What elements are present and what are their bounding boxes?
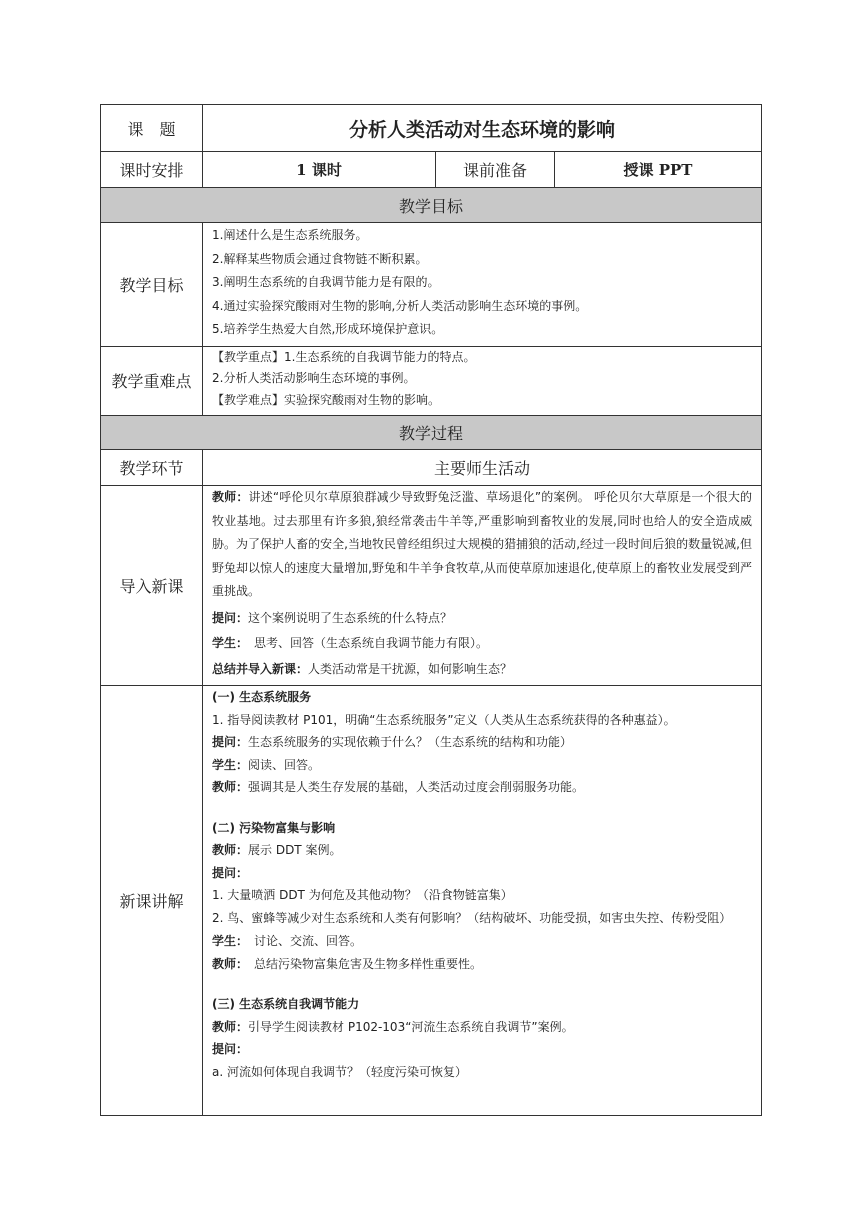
teacher-tag: 教师： — [212, 843, 249, 857]
part1-question — [212, 731, 752, 754]
key-point-line: 【教学重点】1.生态系统的自我调节能力的特点。 — [212, 349, 476, 364]
new-lesson-row — [101, 686, 762, 1116]
part2-question-1: 1. 大量喷洒 DDT 为何危及其他动物？（沿食物链富集） — [212, 888, 513, 902]
intro-label: 导入新课 — [101, 486, 203, 686]
goals-label: 教学目标 — [101, 223, 203, 347]
question-tag: 提问： — [212, 610, 249, 625]
part2-question-2: 2. 鸟、蜜蜂等减少对生态系统和人类有何影响？（结构破坏、功能受损，如害虫失控、传粉受阻） — [212, 910, 732, 925]
question-tag: 提问： — [212, 865, 249, 880]
student-tag: 学生： — [212, 934, 243, 948]
part2-student — [212, 930, 752, 953]
part1-student — [212, 754, 752, 777]
process-band-row — [101, 416, 762, 450]
key-points-label: 教学重难点 — [101, 346, 203, 416]
intro-teacher-text: 讲述“呼伦贝尔草原狼群减少导致野兔泛滥、草场退化”的案例。 呼伦贝尔大草原是一个很大的牧业基地。过去那里有许多狼,狼经常袭击牛羊等,严重影响到畜牧业的发展,同时也给人的安全造成威胁。为了保护人畜的安全,当地牧民曾经组织过大规模的猎捕狼的活动,经过一段时间后狼的数量锐减,但野兔却以惊人的速度大量增加,野兔和牛羊争食牧草,从而使草原加速退化,使草原上的畜牧业发展受到严重挑战。 — [212, 490, 753, 598]
teacher-tag: 教师： — [212, 780, 249, 794]
stage-column-header: 教学环节 — [101, 450, 203, 486]
topic-row — [101, 105, 762, 152]
process-band: 教学过程 — [101, 416, 762, 450]
time-value: 1 课时 — [203, 152, 436, 188]
new-lesson-content — [203, 686, 762, 1116]
student-tag: 学生： — [212, 636, 243, 650]
part1-student-text: 阅读、回答。 — [248, 757, 321, 772]
part1-heading: (一) 生态系统服务 — [212, 690, 312, 704]
part3-question — [212, 1038, 752, 1061]
key-point-line: 【教学难点】实验探究酸雨对生物的影响。 — [212, 392, 441, 407]
time-label: 课时安排 — [101, 152, 203, 188]
student-tag: 学生： — [212, 757, 249, 772]
goals-band: 教学目标 — [101, 188, 762, 223]
page-title: 分析人类活动对生态环境的影响 — [203, 105, 762, 152]
summary-tag: 总结并导入新课： — [212, 661, 309, 676]
intro-summary-text: 人类活动常是干扰源，如何影响生态？ — [308, 661, 513, 676]
topic-label: 课 题 — [101, 105, 203, 152]
lesson-plan-table — [100, 104, 762, 1116]
intro-row — [101, 486, 762, 686]
key-point-line: 2.分析人类活动影响生态环境的事例。 — [212, 371, 416, 385]
part2-heading: (二) 污染物富集与影响 — [212, 820, 336, 835]
part3-teacher — [212, 1016, 752, 1039]
intro-teacher-paragraph — [212, 486, 752, 604]
part3-heading: (三) 生态系统自我调节能力 — [212, 997, 360, 1011]
intro-question-text: 这个案例说明了生态系统的什么特点？ — [248, 610, 453, 625]
part1-teacher — [212, 776, 752, 799]
part1-teacher-text: 强调其是人类生存发展的基础，人类活动过度会削弱服务功能。 — [248, 780, 585, 794]
prep-label: 课前准备 — [436, 152, 555, 188]
section-heading — [212, 686, 752, 709]
part1-question-text: 生态系统服务的实现依赖于什么？（生态系统的结构和功能） — [248, 735, 573, 749]
intro-student-text: 思考、回答（生态系统自我调节能力有限）。 — [242, 636, 489, 650]
part3-teacher-text: 引导学生阅读教材 P102-103“河流生态系统自我调节”案例。 — [248, 1019, 574, 1034]
goal-item: 5.培养学生热爱大自然,形成环境保护意识。 — [212, 322, 444, 336]
teacher-tag: 教师： — [212, 1019, 249, 1034]
part2-teacher-text: 展示 DDT 案例。 — [248, 843, 342, 857]
goals-row — [101, 223, 762, 347]
teacher-tag: 教师： — [212, 490, 249, 504]
activity-column-header: 主要师生活动 — [203, 450, 762, 486]
section-heading — [212, 993, 752, 1016]
question-tag: 提问： — [212, 1042, 249, 1056]
process-header-row — [101, 450, 762, 486]
part2-teacher — [212, 839, 752, 862]
intro-summary — [212, 658, 752, 682]
question-tag: 提问： — [212, 735, 249, 749]
key-points-row — [101, 346, 762, 416]
schedule-row — [101, 152, 762, 188]
part3-question-a: a. 河流如何体现自我调节？（轻度污染可恢复） — [212, 1064, 467, 1079]
goal-item: 2.解释某些物质会通过食物链不断积累。 — [212, 251, 428, 266]
teacher-tag: 教师： — [212, 956, 243, 971]
section-heading — [212, 817, 752, 840]
spacer — [212, 799, 752, 817]
goal-item: 1.阐述什么是生态系统服务。 — [212, 228, 368, 242]
goals-band-row — [101, 188, 762, 223]
part2-teacher-summary-text: 总结污染物富集危害及生物多样性重要性。 — [242, 956, 483, 971]
part1-line1: 1. 指导阅读教材 P101，明确“生态系统服务”定义（人类从生态系统获得的各种惠益）。 — [212, 712, 676, 727]
new-lesson-label: 新课讲解 — [101, 686, 203, 1116]
part2-question — [212, 862, 752, 885]
key-points-content — [203, 346, 762, 416]
spacer — [212, 975, 752, 993]
part2-teacher-summary — [212, 953, 752, 976]
part2-student-text: 讨论、交流、回答。 — [242, 934, 363, 948]
goal-item: 3.阐明生态系统的自我调节能力是有限的。 — [212, 275, 440, 289]
prep-value: 授课 PPT — [555, 152, 762, 188]
intro-student — [212, 632, 752, 656]
intro-question — [212, 607, 752, 631]
goals-content — [203, 223, 762, 347]
intro-content — [203, 486, 762, 686]
goal-item: 4.通过实验探究酸雨对生物的影响,分析人类活动影响生态环境的事例。 — [212, 298, 588, 313]
